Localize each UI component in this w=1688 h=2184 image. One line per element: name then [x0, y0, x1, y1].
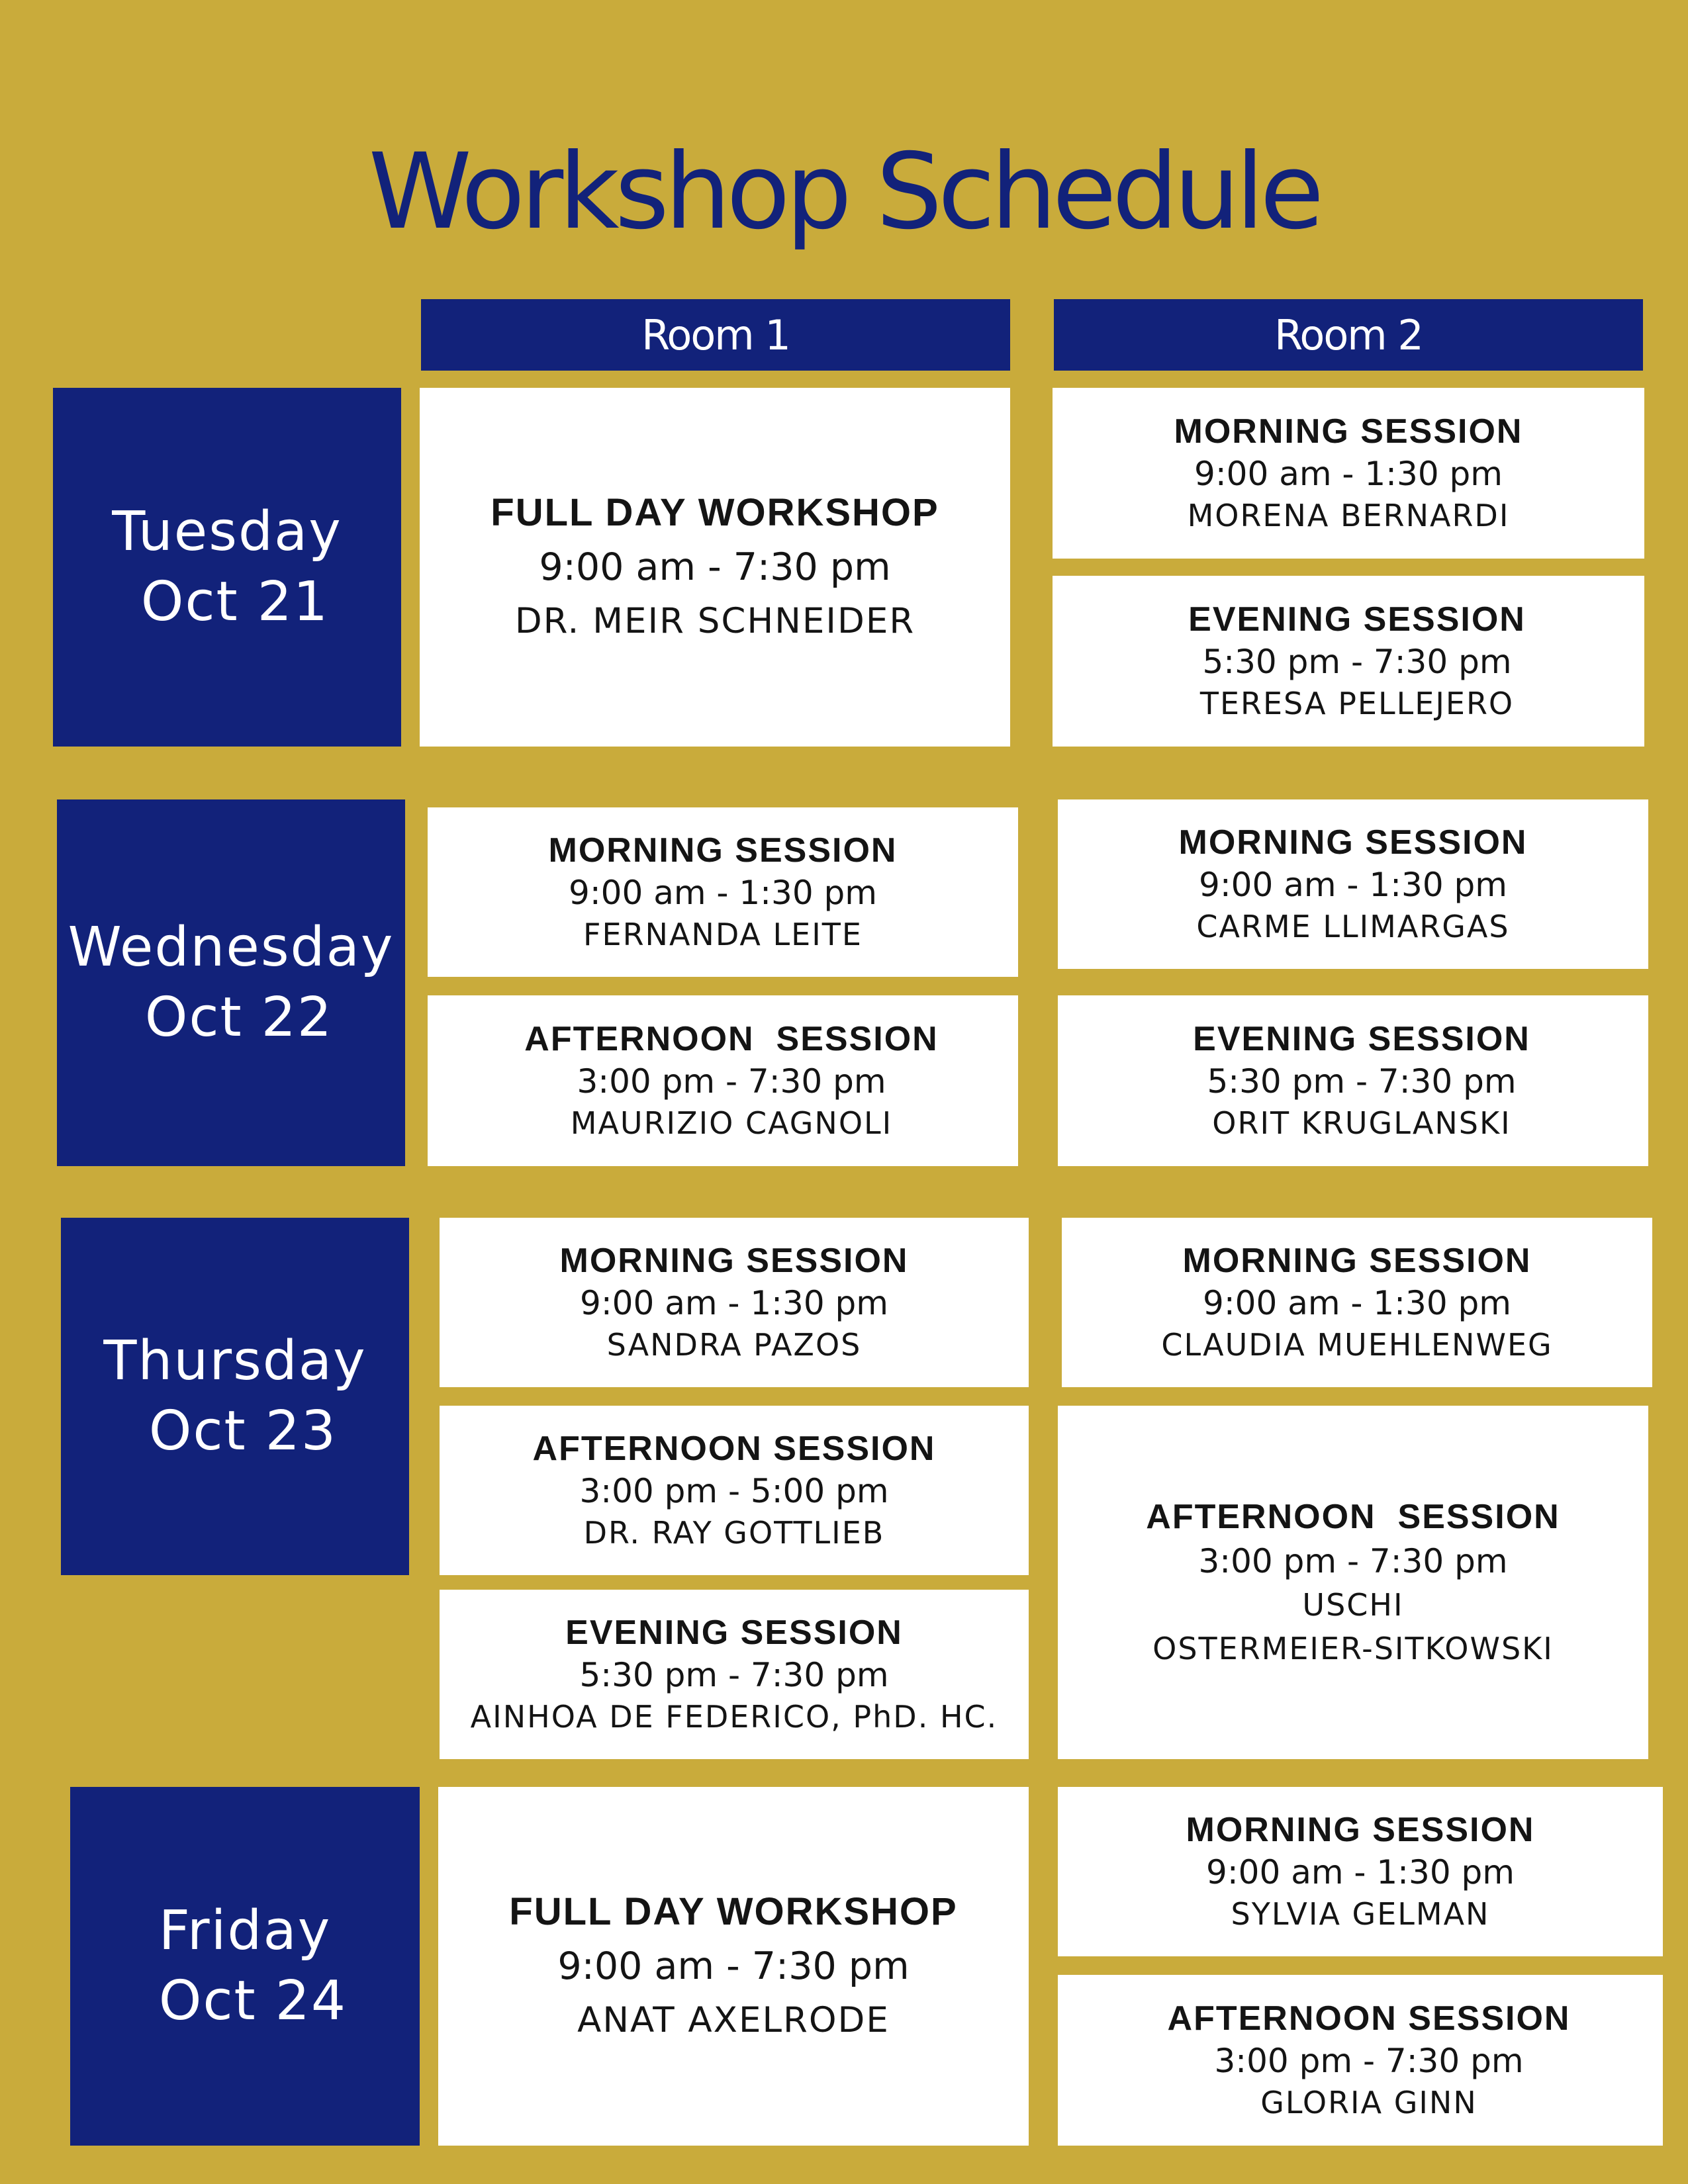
room-1-label: Room 1: [641, 310, 790, 359]
session-card: [1058, 1787, 1663, 1956]
session-card: [1062, 1218, 1652, 1387]
day-name: Thursday: [103, 1330, 367, 1392]
session-card: [1058, 1975, 1663, 2146]
session-host: AINHOA DE FEDERICO, PhD. HC.: [470, 1699, 998, 1735]
session-card: [1053, 576, 1644, 747]
page-title: Workshop Schedule: [368, 131, 1320, 253]
room-2-header: [1054, 299, 1643, 371]
session-time: 3:00 pm - 5:00 pm: [579, 1472, 889, 1510]
room-2-label: Room 2: [1274, 310, 1423, 359]
session-host-line-2: OSTERMEIER-SITKOWSKI: [1152, 1631, 1554, 1666]
session-host: DR. RAY GOTTLIEB: [583, 1515, 885, 1551]
session-time: 9:00 am - 1:30 pm: [1203, 1284, 1511, 1322]
session-time: 9:00 am - 1:30 pm: [580, 1284, 888, 1322]
day-date: Oct 24: [158, 1970, 348, 2032]
session-host: MORENA BERNARDI: [1187, 498, 1510, 533]
session-card: [428, 807, 1018, 977]
session-time: 9:00 am - 1:30 pm: [1206, 1853, 1515, 1891]
session-name: AFTERNOON SESSION: [1167, 1999, 1571, 2038]
session-host: ANAT AXELRODE: [577, 2000, 890, 2040]
session-card: [420, 388, 1010, 747]
day-name: Wednesday: [68, 916, 395, 979]
session-card: [438, 1787, 1029, 2146]
session-name: FULL DAY WORKSHOP: [491, 491, 939, 534]
session-card: [1058, 995, 1648, 1166]
session-host: SANDRA PAZOS: [606, 1327, 862, 1363]
session-host: FERNANDA LEITE: [583, 917, 863, 952]
session-name: EVENING SESSION: [1188, 600, 1526, 639]
session-host: ORIT KRUGLANSKI: [1212, 1105, 1511, 1141]
session-host: CLAUDIA MUEHLENWEG: [1161, 1327, 1553, 1363]
day-date: Oct 22: [144, 986, 334, 1049]
session-host: DR. MEIR SCHNEIDER: [514, 601, 915, 641]
session-name: MORNING SESSION: [559, 1242, 909, 1280]
day-thursday: [61, 1218, 409, 1575]
session-time: 5:30 pm - 7:30 pm: [1207, 1062, 1517, 1101]
session-card: [440, 1218, 1029, 1387]
day-friday: [70, 1787, 420, 2146]
session-name: MORNING SESSION: [1174, 412, 1523, 451]
session-host: SYLVIA GELMAN: [1231, 1896, 1490, 1932]
room-1-header: [421, 299, 1010, 371]
session-name: AFTERNOON SESSION: [524, 1020, 939, 1058]
session-time: 3:00 pm - 7:30 pm: [577, 1062, 886, 1101]
session-card: [440, 1406, 1029, 1575]
session-name: FULL DAY WORKSHOP: [509, 1890, 958, 1933]
day-date: Oct 23: [148, 1400, 338, 1463]
session-time: 9:00 am - 1:30 pm: [1194, 455, 1503, 493]
session-name: MORNING SESSION: [1186, 1811, 1535, 1849]
session-card: [1058, 799, 1648, 969]
day-tuesday: [53, 388, 401, 747]
session-time: 3:00 pm - 7:30 pm: [1198, 1542, 1508, 1580]
session-card: [440, 1590, 1029, 1759]
session-time: 9:00 am - 1:30 pm: [1199, 866, 1507, 904]
session-name: MORNING SESSION: [548, 831, 898, 870]
session-host: USCHI: [1302, 1587, 1404, 1623]
day-wednesday: [57, 799, 405, 1166]
session-time: 3:00 pm - 7:30 pm: [1214, 2042, 1524, 2080]
session-host: GLORIA GINN: [1260, 2085, 1477, 2120]
session-time: 9:00 am - 7:30 pm: [557, 1944, 910, 1988]
session-card: [1058, 1406, 1648, 1759]
day-name: Tuesday: [112, 500, 342, 563]
session-card: [428, 995, 1018, 1166]
session-host: CARME LLIMARGAS: [1196, 909, 1510, 944]
session-name: AFTERNOON SESSION: [532, 1430, 936, 1468]
session-name: MORNING SESSION: [1182, 1242, 1532, 1280]
session-time: 5:30 pm - 7:30 pm: [1202, 643, 1512, 681]
session-name: AFTERNOON SESSION: [1146, 1498, 1560, 1536]
session-time: 9:00 am - 7:30 pm: [539, 545, 891, 589]
session-host: TERESA PELLEJERO: [1199, 686, 1515, 721]
session-name: EVENING SESSION: [1193, 1020, 1530, 1058]
session-card: [1053, 388, 1644, 559]
session-time: 5:30 pm - 7:30 pm: [579, 1656, 889, 1694]
day-name: Friday: [158, 1899, 332, 1962]
session-host: MAURIZIO CAGNOLI: [570, 1105, 893, 1141]
session-name: EVENING SESSION: [565, 1614, 903, 1652]
day-date: Oct 21: [140, 570, 330, 633]
session-name: MORNING SESSION: [1178, 823, 1528, 862]
session-time: 9:00 am - 1:30 pm: [569, 874, 877, 912]
